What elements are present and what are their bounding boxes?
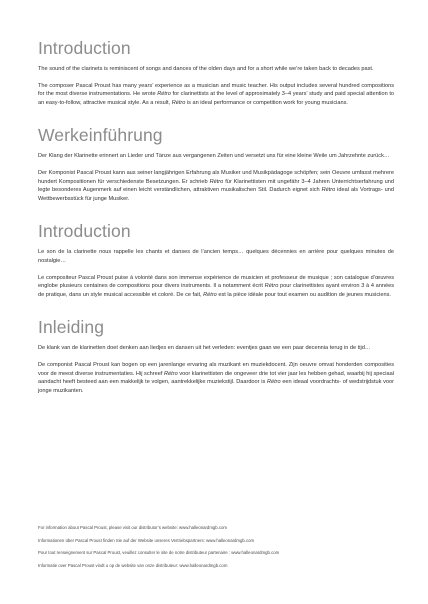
paragraph-text: for clarinettists at the level of approximately 3–4 years’ study and paid special attention to an easy-to-follow, attractive musical style. As a result, [38, 91, 394, 106]
work-title: Rétro [264, 283, 279, 290]
work-title: Rétro [164, 370, 178, 377]
section-paragraph: De klank van de klarinetten doet denken aan liedjes en dansen uit het verleden: eventjes gaan we een paar decennia terug in de tijd… [38, 345, 371, 352]
document-body [38, 38, 394, 413]
paragraph-text: Der Komponist Pascal Proust kann aus seiner langjährigen Erfahrung als Musiker und Musikpädagoge schöpfen; sein Oeuvre umfasst mehrere hundert Kompositionen für verschiedenste Besetzungen. Er schrieb [38, 169, 394, 185]
section-paragraph [38, 169, 394, 203]
section-paragraph: Le son de la clarinette nous rappelle les chants et danses de l’ancien temps… quelques décennies en arrière pour quelques minutes de nostalgie… [38, 249, 394, 264]
paragraph-text: De componist Pascal Proust kan bogen op een jarenlange ervaring als muzikant en muziekdocent. Zijn oeuvre omvat honderden composities voor de meest diverse instrumentaties. Hij schreef [38, 361, 394, 377]
paragraph-text: voor klarinettisten die ongeveer drie tot vier jaar les hebben gehad, waarbij hij speciaal aandacht heeft besteed aan een makkelijk te volgen, aantrekkelijke muziekstijl. Daardoor is [38, 370, 394, 386]
section-paragraph [38, 274, 394, 300]
section-paragraph [38, 82, 394, 108]
section-heading: Introduction [38, 38, 131, 58]
section-heading: Inleiding [38, 317, 105, 338]
section-heading: Werkeinführung [38, 125, 163, 146]
footer-notes [38, 525, 394, 576]
work-title: Rétro [209, 178, 224, 185]
footer-line: Informationen über Pascal Proust finden Sie auf der Website unseres Vertriebspartners: www.halleonardmgb.com [38, 537, 255, 543]
paragraph-text: The composer Pascal Proust has many years’ experience as a musician and music teacher. His output includes several hundred compositions for the most diverse instrumentations. He wrote [38, 82, 394, 98]
section-paragraph: The sound of the clarinets is reminiscent of songs and dances of the olden days and for a short while we’re taken back to decades past. [38, 66, 374, 72]
paragraph-text: een ideaal voordrachts- of wedstrijdstuk voor jonge muzikanten. [38, 379, 394, 394]
paragraph-text: für Klarinettisten mit ungefähr 3–4 Jahren Unterrichtserfahrung und legte besonderes Augenmerk auf einen leicht verständlichen, attraktiven musikalischen Stil. Dadurch eignet sich [38, 178, 394, 194]
section-heading: Introduction [38, 221, 131, 242]
section-paragraph: Der Klang der Klarinette erinnert an Lieder und Tänze aus vergangenen Zeiten und versetzt uns für eine kleine Weile um Jahrzehnte zurück… [38, 153, 390, 160]
paragraph-text: ideal als Vortrags- und Wettbewerbsstück für junge Musiker. [38, 187, 394, 202]
section-dutch [38, 317, 394, 395]
paragraph-text: est la pièce idéale pour tout examen ou audition de jeunes musiciens. [216, 291, 391, 298]
work-title: Rétro [203, 291, 217, 298]
work-title: Rétro [157, 91, 171, 98]
footer-line: Informatie over Pascal Proust vindt u op de website van onze distributeur: www.halleonardmgb.com [38, 563, 228, 569]
section-paragraph [38, 361, 394, 395]
section-french [38, 221, 394, 299]
work-title: Rétro [321, 187, 336, 194]
footer-line: Pour tout renseignement sur Pascal Proust, veuillez consulter le site de notre distributeur partenaire : www.halleonardmgb.com [38, 550, 280, 556]
footer-line: For information about Pascal Proust, please visit our distributor’s website: www.halleonardmgb.com [38, 525, 227, 530]
paragraph-text: pour clarinettistes ayant environ 3 à 4 années de pratique, dans un style musical accessible et coloré. De ce fait, [38, 283, 395, 298]
paragraph-text: Le compositeur Pascal Proust puise à volonté dans son immense expérience de musicien et professeur de musique ; son catalogue d’œuvres englobe plusieurs centaines de compositions pour divers instruments. Il a notamment écrit [38, 274, 394, 290]
paragraph-text: is an ideal performance or competition work for young musicians. [185, 99, 348, 106]
work-title: Rétro [266, 379, 281, 386]
work-title: Rétro [171, 99, 186, 106]
section-german [38, 125, 394, 203]
section-english [38, 38, 394, 107]
